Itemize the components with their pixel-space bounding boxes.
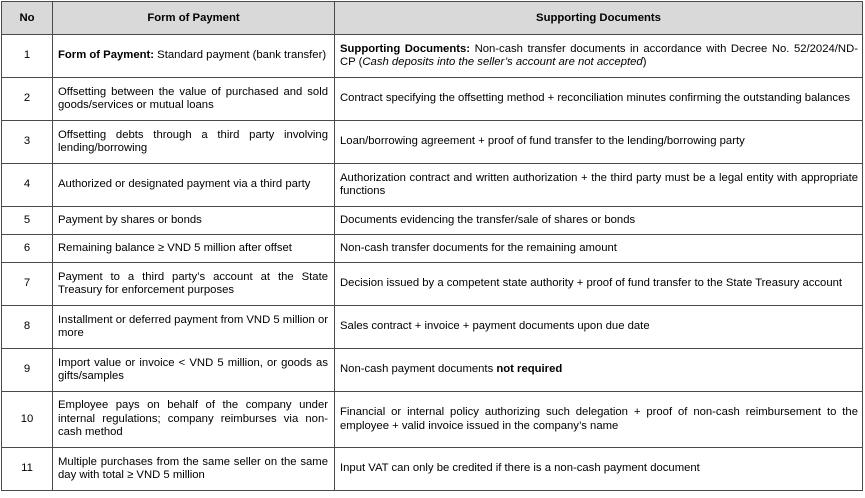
row-number: 4 (2, 164, 53, 207)
table-row (2, 78, 863, 121)
payment-documents-table (1, 1, 863, 491)
form-of-payment-cell: Authorized or designated payment via a third party (53, 164, 335, 207)
form-of-payment-cell: Employee pays on behalf of the company under internal regulations; company reimburses via non-cash method (53, 392, 335, 448)
supporting-documents-cell: Sales contract + invoice + payment documents upon due date (335, 306, 863, 349)
form-of-payment-cell (53, 35, 335, 78)
row-number: 8 (2, 306, 53, 349)
row-number: 3 (2, 121, 53, 164)
row-number: 11 (2, 448, 53, 491)
table-row (2, 121, 863, 164)
table-row (2, 349, 863, 392)
table-row (2, 392, 863, 448)
row-number: 10 (2, 392, 53, 448)
supporting-documents-cell: Documents evidencing the transfer/sale of shares or bonds (335, 207, 863, 235)
form-of-payment-cell: Payment by shares or bonds (53, 207, 335, 235)
docs-emphasis: not required (496, 363, 563, 376)
form-of-payment-cell: Offsetting between the value of purchased and sold goods/services or mutual loans (53, 78, 335, 121)
table-row (2, 35, 863, 78)
docs-text: Non-cash transfer documents in accordance with Decree No. 52/2024/ND-CP ( (340, 42, 858, 68)
row-number: 9 (2, 349, 53, 392)
form-label: Form of Payment: (58, 49, 155, 62)
supporting-documents-cell: Input VAT can only be credited if there is a non-cash payment document (335, 448, 863, 491)
supporting-documents-cell: Decision issued by a competent state authority + proof of fund transfer to the State Treasury account (335, 263, 863, 306)
supporting-documents-cell: Authorization contract and written authorization + the third party must be a legal entity with appropriate functions (335, 164, 863, 207)
supporting-documents-cell: Loan/borrowing agreement + proof of fund transfer to the lending/borrowing party (335, 121, 863, 164)
form-of-payment-cell: Remaining balance ≥ VND 5 million after offset (53, 235, 335, 263)
form-of-payment-cell: Payment to a third party’s account at the State Treasury for enforcement purposes (53, 263, 335, 306)
table-row (2, 207, 863, 235)
row-number: 7 (2, 263, 53, 306)
docs-tail: ) (642, 56, 647, 68)
header-supporting-documents: Supporting Documents (335, 2, 863, 35)
docs-italic-note: Cash deposits into the seller’s account are not accepted (362, 56, 643, 68)
supporting-documents-cell: Non-cash transfer documents for the remaining amount (335, 235, 863, 263)
docs-text: Non-cash payment documents (340, 363, 497, 376)
row-number: 6 (2, 235, 53, 263)
header-row (2, 2, 863, 35)
row-number: 5 (2, 207, 53, 235)
table-row (2, 306, 863, 349)
docs-label: Supporting Documents: (340, 42, 471, 55)
row-number: 2 (2, 78, 53, 121)
supporting-documents-cell (335, 349, 863, 392)
supporting-documents-cell: Contract specifying the offsetting method + reconciliation minutes confirming the outstanding balances (335, 78, 863, 121)
table-row (2, 263, 863, 306)
form-of-payment-cell: Installment or deferred payment from VND 5 million or more (53, 306, 335, 349)
form-of-payment-cell: Import value or invoice < VND 5 million, or goods as gifts/samples (53, 349, 335, 392)
table-row (2, 448, 863, 491)
supporting-documents-cell (335, 35, 863, 78)
header-form-of-payment: Form of Payment (53, 2, 335, 35)
table-row (2, 164, 863, 207)
form-text: Standard payment (bank transfer) (154, 49, 327, 62)
form-of-payment-cell: Offsetting debts through a third party involving lending/borrowing (53, 121, 335, 164)
table-row (2, 235, 863, 263)
form-of-payment-cell: Multiple purchases from the same seller on the same day with total ≥ VND 5 million (53, 448, 335, 491)
row-number: 1 (2, 35, 53, 78)
header-no: No (2, 2, 53, 35)
supporting-documents-cell: Financial or internal policy authorizing such delegation + proof of non-cash reimbursement to the employee + valid invoice issued in the company’s name (335, 392, 863, 448)
